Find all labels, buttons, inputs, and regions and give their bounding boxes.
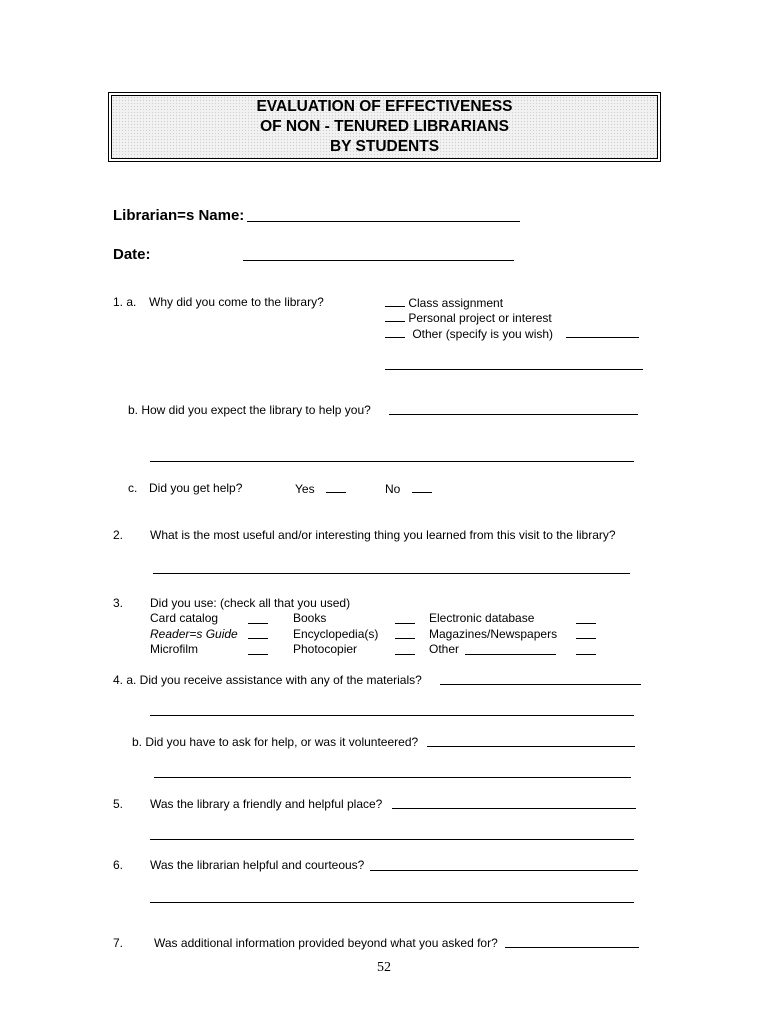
q4b-text: b. Did you have to ask for help, or was it volunteered? <box>132 735 419 749</box>
title-box <box>108 92 661 162</box>
q2-text: What is the most useful and/or interesting thing you learned from this visit to the library? <box>150 528 616 542</box>
q3-encyclopedias-label: Encyclopedia(s) <box>293 627 379 641</box>
q1b-text: b. How did you expect the library to help you? <box>128 403 371 417</box>
q2-answer-line[interactable] <box>153 573 630 574</box>
no-label: No <box>385 482 401 496</box>
q3-readers-guide-label: Reader=s Guide <box>150 627 238 641</box>
yes-option[interactable] <box>295 481 346 496</box>
q3-books-label: Books <box>293 611 327 625</box>
q3-number: 3. <box>113 596 124 610</box>
q3-text: Did you use: (check all that you used) <box>150 596 351 610</box>
q3-magazines-checkbox[interactable] <box>576 638 596 639</box>
q6-answer-field[interactable] <box>370 870 638 871</box>
option-checkbox-blank[interactable] <box>385 310 405 322</box>
q5-number: 5. <box>113 797 124 811</box>
q3-magazines-label: Magazines/Newspapers <box>429 627 558 641</box>
date-label: Date: <box>113 246 151 263</box>
q3-card-catalog-checkbox[interactable] <box>248 623 268 624</box>
q1b-answer-field[interactable] <box>389 414 638 415</box>
q7-number: 7. <box>113 936 124 950</box>
q4b-answer-field[interactable] <box>427 746 635 747</box>
q3-card-catalog-label: Card catalog <box>150 611 219 625</box>
q3-electronic-database-label: Electronic database <box>429 611 535 625</box>
q1c-text: Did you get help? <box>149 481 243 495</box>
no-checkbox-blank[interactable] <box>412 481 432 493</box>
q3-photocopier-checkbox[interactable] <box>395 654 415 655</box>
option-label: Other (specify is you wish) <box>412 327 554 341</box>
q2-number: 2. <box>113 528 124 542</box>
q1c-number: c. <box>128 481 138 495</box>
other-specify-field[interactable] <box>566 337 639 338</box>
q6-text: Was the librarian helpful and courteous? <box>150 858 365 872</box>
q1a-answer-line[interactable] <box>385 369 643 370</box>
title-line-1: EVALUATION OF EFFECTIVENESS <box>256 98 513 115</box>
title-shaded-panel <box>111 95 658 159</box>
q4a-answer-line[interactable] <box>150 715 634 716</box>
q3-books-checkbox[interactable] <box>395 623 415 624</box>
q4a-text: 4. a. Did you receive assistance with any of the materials? <box>113 673 422 687</box>
q6-number: 6. <box>113 858 124 872</box>
option-other[interactable] <box>385 326 553 341</box>
date-field[interactable] <box>243 260 514 261</box>
no-option[interactable] <box>385 481 432 496</box>
q7-text: Was additional information provided beyond what you asked for? <box>154 936 498 950</box>
q3-electronic-database-checkbox[interactable] <box>576 623 596 624</box>
option-label: Class assignment <box>408 296 504 310</box>
q4a-answer-field[interactable] <box>440 684 641 685</box>
q3-microfilm-label: Microfilm <box>150 642 198 656</box>
option-personal-project[interactable] <box>385 310 552 325</box>
option-class-assignment[interactable] <box>385 295 503 310</box>
q3-microfilm-checkbox[interactable] <box>248 654 268 655</box>
librarian-name-label: Librarian=s Name: <box>113 207 245 224</box>
q1b-answer-line[interactable] <box>150 461 634 462</box>
q3-other-label: Other <box>429 642 460 656</box>
q7-answer-field[interactable] <box>505 947 639 948</box>
q3-photocopier-label: Photocopier <box>293 642 358 656</box>
q3-encyclopedias-checkbox[interactable] <box>395 638 415 639</box>
title-line-3: BY STUDENTS <box>329 138 440 155</box>
q3-readers-guide-checkbox[interactable] <box>248 638 268 639</box>
q5-text: Was the library a friendly and helpful place? <box>150 797 383 811</box>
title-line-2: OF NON - TENURED LIBRARIANS <box>260 118 509 135</box>
q5-answer-line[interactable] <box>150 839 634 840</box>
librarian-name-field[interactable] <box>247 221 520 222</box>
q4b-answer-line[interactable] <box>154 777 631 778</box>
yes-checkbox-blank[interactable] <box>326 481 346 493</box>
q5-answer-field[interactable] <box>392 808 636 809</box>
option-checkbox-blank[interactable] <box>385 295 405 307</box>
page-number: 52 <box>377 960 391 975</box>
yes-label: Yes <box>295 482 315 496</box>
q1a-number: 1. a. <box>113 295 137 309</box>
option-label: Personal project or interest <box>408 311 552 325</box>
q6-answer-line[interactable] <box>150 902 634 903</box>
q3-other-specify-field[interactable] <box>465 654 556 655</box>
q3-other-checkbox[interactable] <box>576 654 596 655</box>
q1a-text: Why did you come to the library? <box>149 295 324 309</box>
option-checkbox-blank[interactable] <box>385 326 405 338</box>
